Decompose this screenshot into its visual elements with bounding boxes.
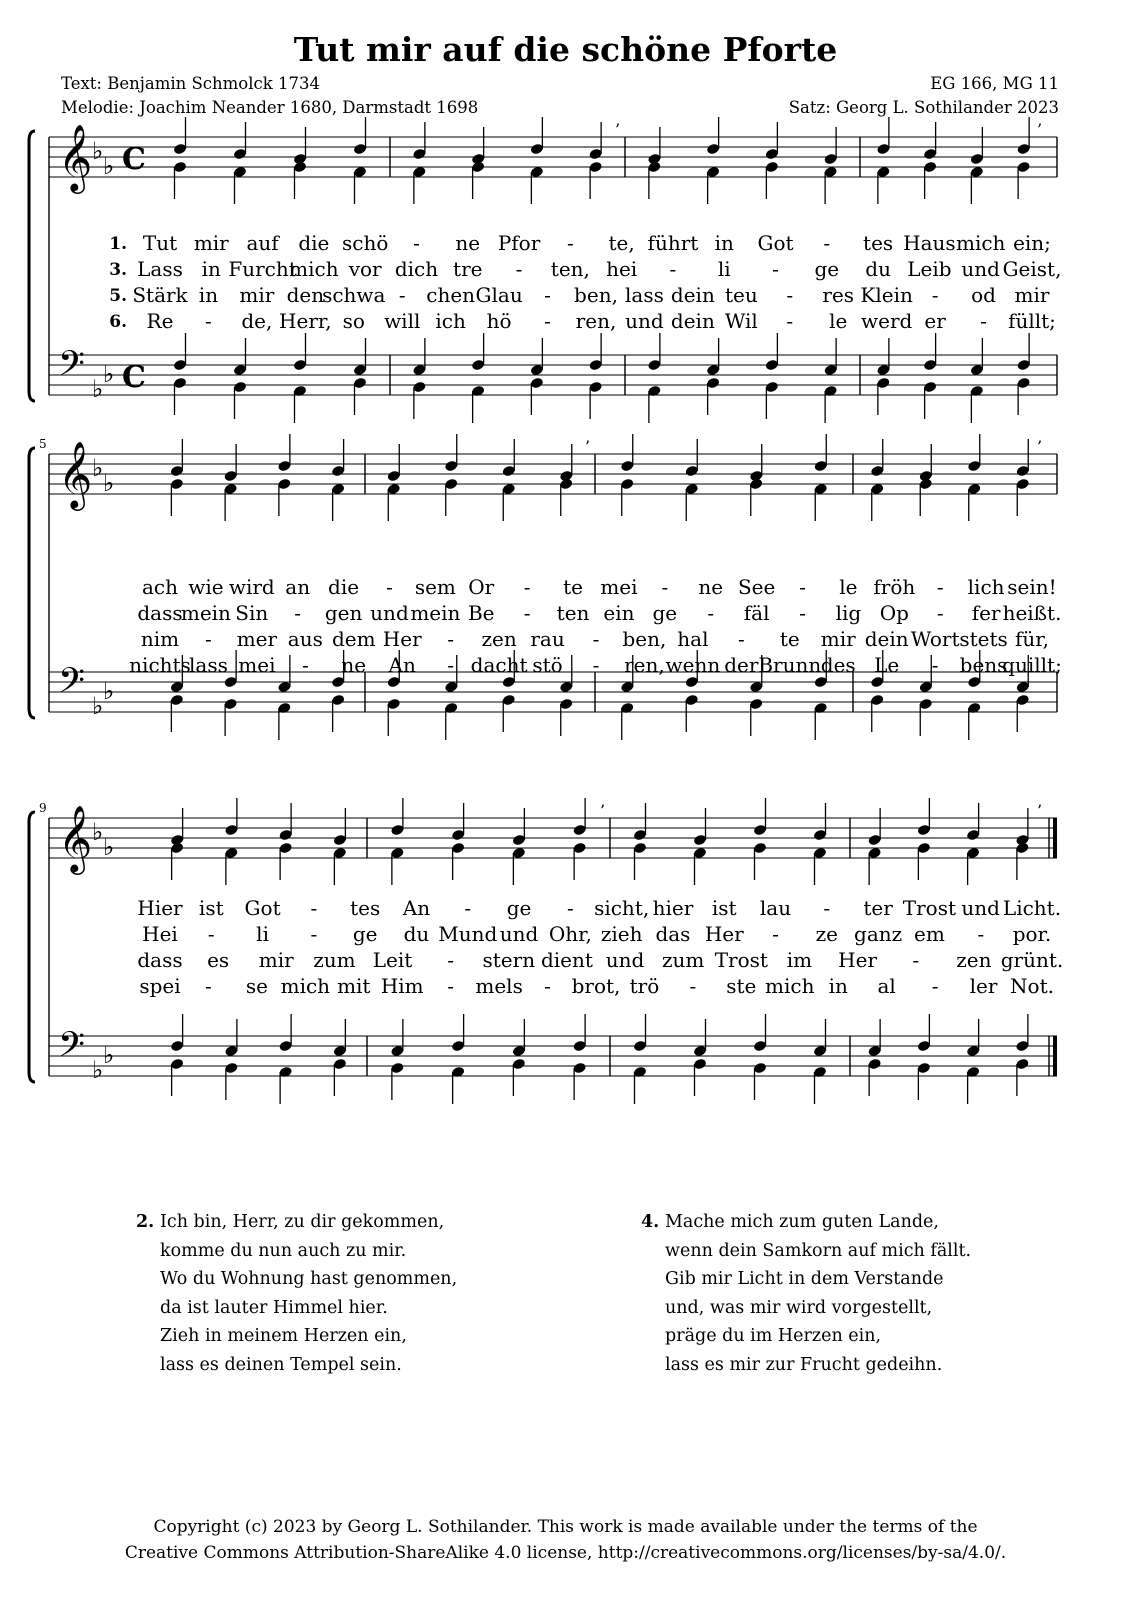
time-signature: C — [122, 360, 146, 395]
lyric-syllable: mir — [820, 627, 856, 651]
lyric-syllable: quillt; — [1002, 653, 1062, 677]
lyric-syllable: ne — [698, 575, 724, 599]
lyric-syllable: und — [961, 257, 1000, 281]
lyric-syllable: ne — [455, 231, 481, 255]
lyric-syllable: Wort — [910, 627, 960, 651]
lyric-syllable: ten, — [550, 257, 590, 281]
lyric-syllable: brot, — [571, 974, 621, 998]
melody-credit: Melodie: Joachim Neander 1680, Darmstadt 1698 — [61, 98, 479, 117]
lyric-line — [0, 601, 1131, 627]
lyric-syllable: heißt. — [1002, 601, 1062, 625]
lyric-syllable: Herr, — [279, 309, 332, 333]
lyric-syllable: mei — [238, 653, 276, 677]
lyric-syllable: und — [961, 896, 1000, 920]
lyric-syllable: res — [822, 283, 855, 307]
lyric-syllable: te, — [608, 231, 635, 255]
lyric-syllable: al — [877, 974, 896, 998]
measure-number: 9 — [39, 801, 47, 815]
lyric-syllable: ich — [435, 309, 466, 333]
lyric-syllable: lich — [967, 575, 1005, 599]
lyric-syllable: em — [914, 922, 945, 946]
lyric-line — [0, 231, 1131, 257]
lyric-hyphen: - — [799, 575, 806, 599]
lyric-syllable: ist — [198, 896, 224, 920]
lyric-line — [0, 653, 1131, 679]
bass-clef-icon: 𝄢 — [58, 660, 86, 709]
flat-icon: ♭ — [103, 677, 115, 705]
lyric-syllable: dich — [394, 257, 439, 281]
lyric-hyphen: - — [523, 601, 531, 625]
lyric-syllable: chen — [426, 283, 476, 307]
lyric-syllable: sicht, — [594, 896, 650, 920]
lyric-syllable: bens — [959, 653, 1008, 677]
lyric-syllable: li — [256, 922, 269, 946]
lyric-syllable: ge — [506, 896, 532, 920]
lyric-syllable: Leib — [907, 257, 952, 281]
lyric-syllable: mich — [280, 974, 331, 998]
lyric-line — [0, 283, 1131, 309]
lyric-syllable: Wil — [724, 309, 758, 333]
lyric-syllable: Pfor — [497, 231, 541, 255]
lyric-syllable: Le — [874, 653, 900, 677]
lyric-syllable: und — [370, 601, 409, 625]
lyric-syllable: ren, — [624, 653, 665, 677]
lyric-syllable: Lass — [137, 257, 183, 281]
lyric-syllable: Op — [879, 601, 909, 625]
lyric-hyphen: - — [447, 653, 455, 677]
lyric-syllable: mels — [475, 974, 523, 998]
lyric-hyphen: - — [447, 948, 455, 972]
lyric-syllable: schwa — [322, 283, 386, 307]
lyric-hyphen: - — [566, 896, 574, 920]
lyric-hyphen: - — [310, 922, 318, 946]
lyric-syllable: er — [924, 309, 946, 333]
lyric-syllable: so — [342, 309, 365, 333]
lyric-syllable: ter — [863, 896, 893, 920]
lyric-syllable: in — [828, 974, 848, 998]
lyric-syllable: se — [245, 974, 268, 998]
lyric-syllable: mein — [410, 601, 461, 625]
lyric-hyphen: - — [566, 231, 574, 255]
treble-clef-icon: 𝄞 — [58, 123, 93, 191]
final-barline — [1053, 818, 1057, 858]
lyric-line — [0, 627, 1131, 653]
lyric-syllable: grünt. — [1000, 948, 1064, 972]
lyric-hyphen: - — [592, 627, 600, 651]
lyric-hyphen: - — [931, 283, 939, 307]
lyric-syllable: ist — [711, 896, 737, 920]
lyric-syllable: stets — [959, 627, 1008, 651]
lyric-syllable: sein! — [1007, 575, 1057, 599]
lyric-syllable: mei — [600, 575, 638, 599]
lyric-syllable: wird — [228, 575, 275, 599]
lyric-hyphen: - — [931, 653, 939, 677]
lyric-hyphen: - — [669, 257, 677, 281]
lyric-syllable: ge — [652, 601, 678, 625]
lyric-hyphen: - — [207, 922, 215, 946]
flat-icon: ♭ — [92, 692, 104, 720]
lyric-syllable: wenn — [665, 653, 721, 677]
lyric-syllable: führt — [647, 231, 699, 255]
lyric-syllable: zieh — [600, 922, 643, 946]
copyright-line: Creative Commons Attribution-ShareAlike 4.0 license, http://creativecommons.org/licenses/by-sa/4.0/. — [124, 1543, 1007, 1563]
lyric-syllable: dass — [137, 601, 183, 625]
lyric-syllable: Got — [244, 896, 281, 920]
stanza-number: 4. — [641, 1212, 660, 1232]
lyric-syllable: den — [286, 283, 325, 307]
stanza-line: Zieh in meinem Herzen ein, — [160, 1326, 407, 1346]
lyric-syllable: sem — [414, 575, 456, 599]
lyric-hyphen: - — [912, 948, 920, 972]
breath-mark: ’ — [600, 801, 606, 820]
lyric-syllable: od — [971, 283, 996, 307]
lyric-syllable: ze — [815, 922, 838, 946]
lyric-syllable: fröh — [873, 575, 916, 599]
flat-icon: ♭ — [92, 818, 104, 846]
lyric-hyphen: - — [301, 653, 309, 677]
lyric-syllable: le — [829, 309, 848, 333]
lyric-syllable: ren, — [575, 309, 617, 333]
lyric-syllable: fer — [971, 601, 1001, 625]
lyric-syllable: Him — [380, 974, 424, 998]
stanza-line: wenn dein Samkorn auf mich fällt. — [665, 1240, 972, 1261]
lyric-syllable: Got — [757, 231, 794, 255]
lyric-syllable: in — [714, 231, 734, 255]
lyric-syllable: li — [717, 257, 731, 281]
lyric-syllable: mir — [193, 231, 229, 255]
lyric-syllable: An — [388, 653, 416, 677]
flat-icon: ♭ — [92, 375, 104, 403]
breath-mark: ’ — [1037, 437, 1043, 456]
lyric-syllable: es — [207, 948, 230, 972]
lyric-syllable: tre — [453, 257, 483, 281]
stanza-4 — [641, 1208, 972, 1379]
lyric-syllable: zum — [313, 948, 356, 972]
lyric-syllable: nim — [140, 627, 180, 651]
lyric-hyphen: - — [786, 309, 794, 333]
breath-mark: ’ — [585, 437, 591, 456]
lyric-syllable: das — [655, 922, 691, 946]
lyric-syllable: und — [605, 948, 645, 972]
setting-credit: Satz: Georg L. Sothilander 2023 — [788, 98, 1059, 117]
lyric-syllable: werd — [860, 309, 913, 333]
flat-icon: ♭ — [92, 137, 104, 165]
lyric-hyphen: - — [936, 575, 944, 599]
verse-number: 6. — [109, 312, 127, 332]
lyric-syllable: der — [724, 653, 759, 677]
hymnal-reference: EG 166, MG 11 — [930, 74, 1059, 93]
lyric-syllable: ler — [969, 974, 998, 998]
lyric-syllable: Trost — [714, 948, 768, 972]
lyric-syllable: hal — [677, 627, 709, 651]
lyric-syllable: ein — [603, 601, 635, 625]
lyric-hyphen: - — [523, 575, 531, 599]
lyric-syllable: rau — [530, 627, 565, 651]
lyric-hyphen: - — [772, 922, 779, 946]
copyright-line: Copyright (c) 2023 by Georg L. Sothilander. This work is made available under the terms of the — [153, 1517, 978, 1537]
lyric-hyphen: - — [398, 283, 406, 307]
flat-icon: ♭ — [103, 152, 115, 180]
lyric-hyphen: - — [386, 575, 393, 599]
lyric-syllable: dient — [540, 948, 593, 972]
lyric-syllable: für, — [1014, 627, 1050, 651]
lyric-syllable: ne — [341, 653, 367, 677]
lyric-syllable: Be — [467, 601, 495, 625]
breath-mark: ’ — [615, 120, 621, 139]
stanza-2 — [136, 1208, 458, 1379]
lyric-syllable: ganz — [854, 922, 903, 946]
lyric-hyphen: - — [799, 601, 806, 625]
lyric-hyphen: - — [205, 627, 212, 651]
lyric-syllable: lass — [625, 283, 664, 307]
flat-icon: ♭ — [103, 833, 115, 861]
lyric-syllable: die — [328, 575, 360, 599]
lyric-hyphen: - — [205, 974, 212, 998]
lyric-line — [0, 257, 1131, 283]
measure-number: 5 — [39, 437, 47, 451]
lyric-syllable: stö — [532, 653, 563, 677]
lyric-syllable: hei — [606, 257, 638, 281]
lyric-syllable: mein — [180, 601, 231, 625]
lyric-line — [0, 974, 1131, 1000]
lyric-syllable: und — [625, 309, 664, 333]
stanza-line: komme du nun auch zu mir. — [160, 1240, 407, 1261]
stanza-line: Gib mir Licht in dem Verstande — [665, 1269, 944, 1289]
lyric-syllable: lau — [759, 896, 792, 920]
time-signature: C — [122, 142, 146, 177]
lyric-hyphen: - — [294, 601, 302, 625]
lyric-syllable: in — [201, 257, 221, 281]
lyric-syllable: te — [779, 627, 800, 651]
lyric-syllable: die — [298, 231, 330, 255]
lyric-syllable: mich — [955, 231, 1006, 255]
lyric-syllable: Trost — [902, 896, 957, 920]
lyric-hyphen: - — [737, 627, 745, 651]
stanza-line: Mache mich zum guten Lande, — [665, 1212, 939, 1232]
lyric-syllable: Mund — [438, 922, 498, 946]
lyric-line — [0, 922, 1131, 948]
lyric-syllable: und — [499, 922, 539, 946]
lyric-line — [0, 575, 1131, 601]
lyric-hyphen: - — [977, 922, 985, 946]
lyric-hyphen: - — [310, 896, 318, 920]
lyric-syllable: Hei — [142, 922, 178, 946]
lyric-syllable: füllt; — [1008, 309, 1056, 333]
stanza-line: Ich bin, Herr, zu dir gekommen, — [160, 1212, 445, 1232]
stanza-line: lass es mir zur Frucht gedeihn. — [665, 1354, 943, 1375]
lyric-syllable: schö — [341, 231, 389, 255]
lyric-syllable: teu — [724, 283, 758, 307]
lyric-line — [0, 896, 1131, 922]
lyric-syllable: Glau — [475, 283, 523, 307]
stanza-line: und, was mir wird vorgestellt, — [665, 1297, 933, 1318]
lyric-syllable: Re — [146, 309, 174, 333]
lyric-syllable: zum — [661, 948, 705, 972]
text-credit: Text: Benjamin Schmolck 1734 — [61, 74, 320, 93]
lyric-syllable: lass — [189, 653, 228, 677]
lyric-syllable: Hier — [137, 896, 183, 920]
lyric-hyphen: - — [772, 257, 779, 281]
lyric-syllable: du — [865, 257, 891, 281]
stanza-line: Wo du Wohnung hast genommen, — [160, 1269, 458, 1289]
lyric-syllable: vor — [348, 257, 382, 281]
lyric-syllable: de, — [241, 309, 273, 333]
lyric-syllable: ten — [556, 601, 590, 625]
copyright-notice — [0, 1514, 1131, 1566]
lyric-syllable: dacht — [470, 653, 528, 677]
lyric-syllable: fäl — [743, 601, 770, 625]
lyric-syllable: ben, — [574, 283, 618, 307]
lyric-syllable: gen — [324, 601, 363, 625]
lyric-syllable: mich — [765, 974, 815, 998]
lyric-syllable: wie — [188, 575, 224, 599]
lyric-syllable: zen — [481, 627, 517, 651]
lyric-line — [0, 309, 1131, 335]
lyric-syllable: ben, — [622, 627, 667, 651]
stanza-line: lass es deinen Tempel sein. — [160, 1354, 402, 1375]
lyric-syllable: por. — [1012, 922, 1052, 946]
lyric-hyphen: - — [205, 309, 212, 333]
lyric-hyphen: - — [413, 231, 420, 255]
lyric-syllable: ein; — [1013, 231, 1051, 255]
hymn-title: Tut mir auf die schöne Pforte — [293, 30, 838, 69]
lyric-syllable: mer — [236, 627, 278, 651]
flat-icon: ♭ — [103, 1041, 115, 1069]
lyric-hyphen: - — [936, 601, 944, 625]
lyric-hyphen: - — [661, 575, 669, 599]
lyric-syllable: zen — [956, 948, 992, 972]
lyric-syllable: Sin — [235, 601, 269, 625]
lyric-hyphen: - — [464, 896, 472, 920]
lyric-syllable: an — [285, 575, 311, 599]
lyric-syllable: Ohr, — [548, 922, 592, 946]
lyric-syllable: ach — [141, 575, 179, 599]
lyric-syllable: dass — [137, 948, 183, 972]
lyric-syllable: will — [384, 309, 421, 333]
lyric-hyphen: - — [931, 974, 939, 998]
lyric-syllable: hier — [652, 896, 694, 920]
lyric-syllable: aus — [287, 627, 323, 651]
lyric-syllable: Haus — [903, 231, 956, 255]
lyric-hyphen: - — [823, 896, 831, 920]
lyric-syllable: Her — [382, 627, 422, 651]
treble-clef-icon: 𝄞 — [58, 804, 93, 872]
lyric-hyphen: - — [786, 283, 794, 307]
lyric-syllable: des — [820, 653, 856, 677]
lyric-syllable: Leit — [372, 948, 413, 972]
lyric-hyphen: - — [544, 309, 551, 333]
lyric-syllable: tes — [863, 231, 894, 255]
lyric-syllable: Stärk — [132, 283, 188, 307]
lyric-hyphen: - — [515, 257, 523, 281]
lyric-hyphen: - — [447, 627, 455, 651]
flat-icon: ♭ — [92, 1056, 104, 1084]
lyric-syllable: spei — [139, 974, 181, 998]
lyric-hyphen: - — [544, 974, 551, 998]
breath-mark: ’ — [1037, 120, 1043, 139]
lyric-syllable: trö — [629, 974, 660, 998]
lyric-syllable: tes — [350, 896, 381, 920]
lyric-syllable: An — [402, 896, 431, 920]
lyric-syllable: mit — [337, 974, 371, 998]
lyric-syllable: See — [737, 575, 776, 599]
bass-clef-icon: 𝄢 — [58, 343, 86, 392]
lyric-hyphen: - — [689, 974, 697, 998]
lyric-syllable: Furcht — [228, 257, 297, 281]
lyric-syllable: le — [839, 575, 858, 599]
breath-mark: ’ — [1037, 801, 1043, 820]
lyric-syllable: stern — [482, 948, 536, 972]
flat-icon: ♭ — [103, 469, 115, 497]
flat-icon: ♭ — [103, 360, 115, 388]
lyric-syllable: Tut — [142, 231, 178, 255]
lyric-syllable: dein — [670, 309, 715, 333]
lyric-syllable: Licht. — [1002, 896, 1062, 920]
stanza-line: da ist lauter Himmel hier. — [160, 1297, 388, 1318]
lyric-syllable: te — [563, 575, 583, 599]
lyric-syllable: ge — [352, 922, 378, 946]
lyric-hyphen: - — [447, 974, 455, 998]
lyric-syllable: Brunn — [758, 653, 822, 677]
verse-number: 3. — [109, 260, 127, 280]
lyric-syllable: dein — [864, 627, 909, 651]
lyric-syllable: du — [403, 922, 430, 946]
final-barline — [1053, 1036, 1057, 1076]
lyric-hyphen: - — [544, 283, 551, 307]
lyric-syllable: mir — [258, 948, 294, 972]
bass-clef-icon: 𝄢 — [58, 1024, 86, 1073]
lyric-syllable: Geist, — [1002, 257, 1062, 281]
lyric-syllable: ste — [726, 974, 757, 998]
lyric-syllable: mich — [289, 257, 339, 281]
lyric-syllable: lig — [835, 601, 862, 625]
lyric-syllable: Not. — [1010, 974, 1054, 998]
treble-clef-icon: 𝄞 — [58, 440, 93, 508]
lyric-syllable: Klein — [860, 283, 913, 307]
lyric-hyphen: - — [592, 653, 600, 677]
lyric-syllable: dem — [331, 627, 376, 651]
lyric-syllable: mir — [239, 283, 275, 307]
lyric-syllable: dein — [670, 283, 715, 307]
verse-number: 5. — [109, 286, 127, 306]
lyric-hyphen: - — [823, 231, 831, 255]
verse-number: 1. — [109, 234, 127, 254]
lyric-syllable: mir — [1014, 283, 1050, 307]
lyric-hyphen: - — [707, 601, 715, 625]
lyric-syllable: Her — [704, 922, 744, 946]
lyric-syllable: Or — [468, 575, 495, 599]
lyric-line — [0, 948, 1131, 974]
lyric-syllable: nichts — [129, 653, 191, 677]
stanza-line: präge du im Herzen ein, — [665, 1326, 882, 1346]
lyric-syllable: in — [198, 283, 219, 307]
lyric-syllable: im — [786, 948, 813, 972]
lyric-syllable: hö — [486, 309, 512, 333]
stanza-number: 2. — [136, 1212, 155, 1232]
lyric-syllable: ge — [814, 257, 840, 281]
flat-icon: ♭ — [92, 454, 104, 482]
lyric-syllable: Her — [838, 948, 878, 972]
lyric-syllable: auf — [246, 231, 279, 255]
lyric-hyphen: - — [980, 309, 987, 333]
